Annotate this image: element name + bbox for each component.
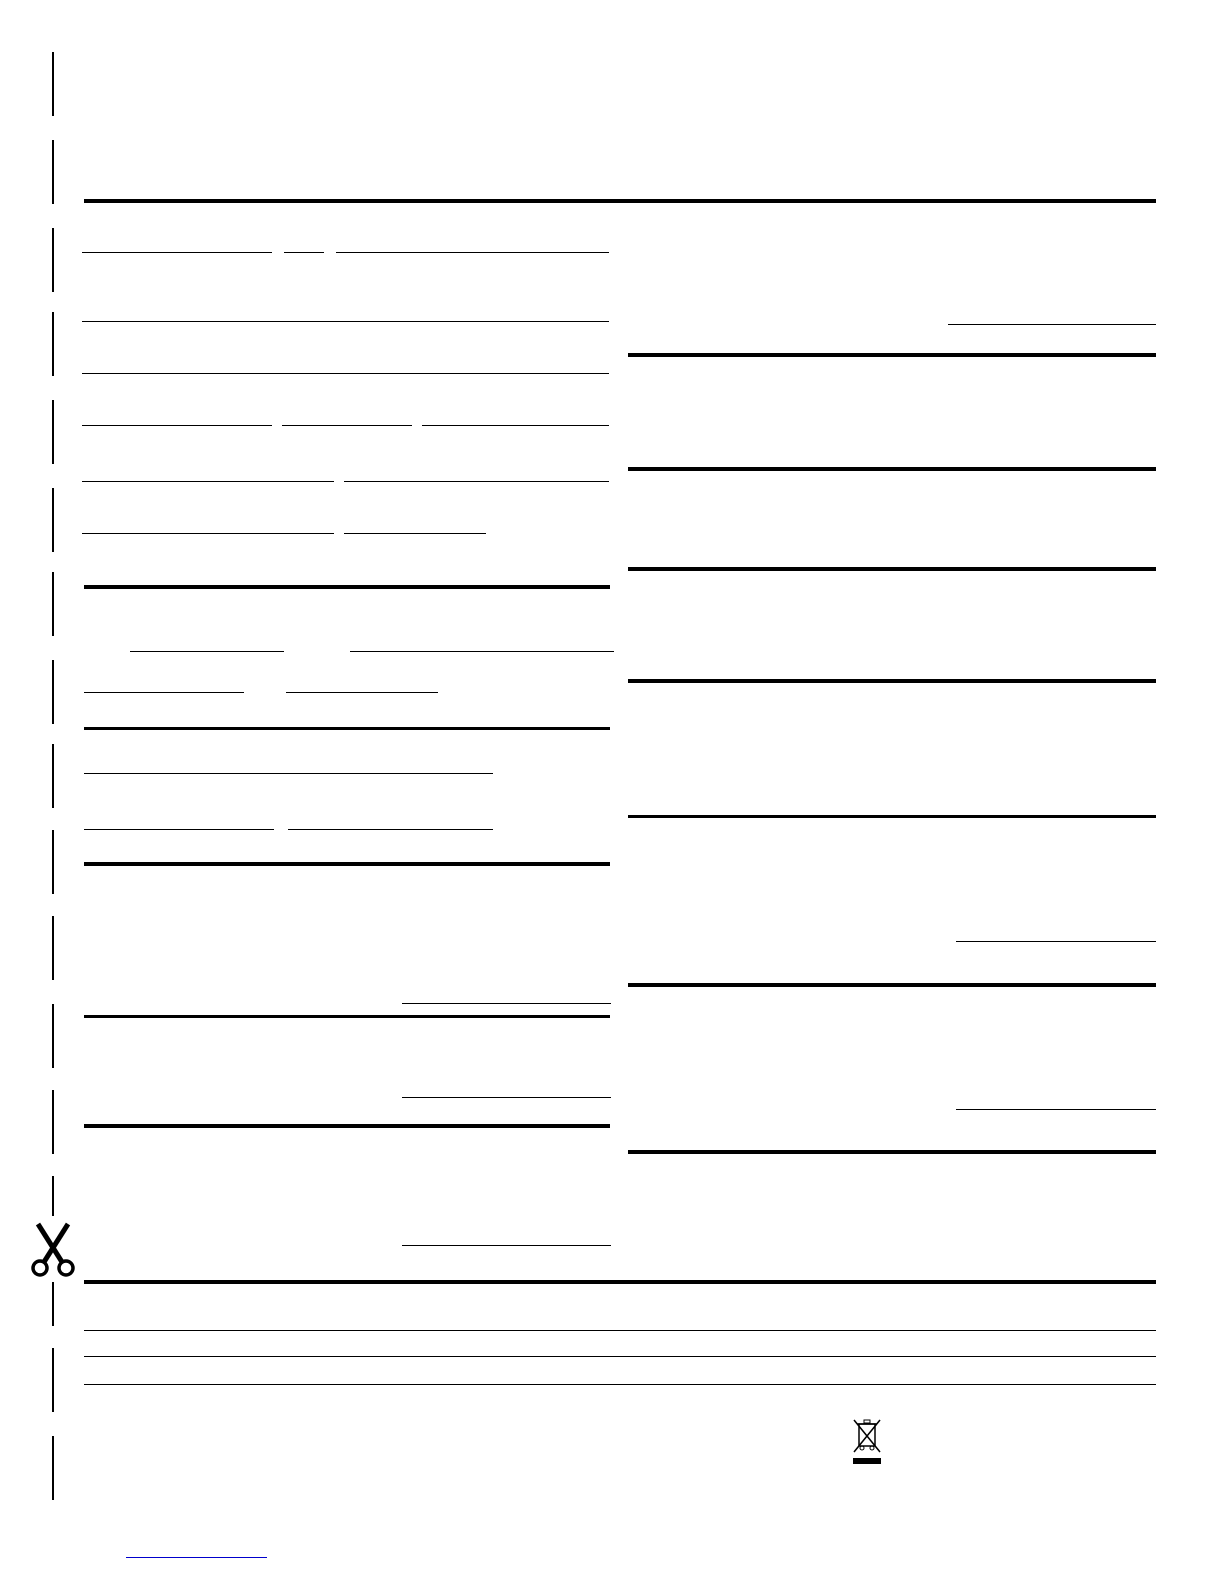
field-blank[interactable]	[956, 941, 1156, 942]
field-blank[interactable]	[956, 1109, 1156, 1110]
cut-dash	[52, 52, 54, 116]
field-blank[interactable]	[948, 324, 1156, 325]
field-blank[interactable]	[336, 252, 609, 253]
field-blank[interactable]	[422, 425, 609, 426]
cut-dash	[52, 488, 54, 552]
field-blank[interactable]	[82, 252, 272, 253]
section-rule	[628, 1150, 1156, 1154]
field-blank[interactable]	[84, 829, 274, 830]
cut-dash	[52, 1436, 54, 1500]
cut-dash	[52, 1090, 54, 1154]
field-blank[interactable]	[84, 773, 493, 774]
footer-line	[84, 1356, 1156, 1357]
field-blank[interactable]	[344, 481, 609, 482]
cut-dash	[52, 1348, 54, 1412]
cut-dash	[52, 916, 54, 980]
field-blank[interactable]	[282, 425, 412, 426]
cut-dash	[52, 744, 54, 808]
cut-dash	[52, 572, 54, 636]
field-blank[interactable]	[286, 692, 438, 693]
field-blank[interactable]	[82, 481, 334, 482]
scissors-icon	[28, 1222, 78, 1278]
field-blank[interactable]	[402, 1003, 611, 1004]
section-rule	[628, 467, 1156, 471]
field-blank[interactable]	[402, 1097, 611, 1098]
field-blank[interactable]	[82, 321, 609, 322]
cut-dash	[52, 400, 54, 464]
field-blank[interactable]	[82, 373, 609, 374]
field-blank[interactable]	[350, 651, 614, 652]
field-blank[interactable]	[288, 829, 493, 830]
header-rule	[84, 199, 1156, 203]
section-rule	[84, 862, 610, 866]
footer-line	[84, 1330, 1156, 1331]
section-rule	[628, 353, 1156, 357]
link-underline[interactable]	[126, 1557, 267, 1558]
section-rule	[628, 815, 1156, 818]
cut-dash	[52, 1176, 54, 1216]
crossed-out-wheelie-bin-icon	[850, 1418, 884, 1468]
cut-dash	[52, 140, 54, 204]
footer-rule	[84, 1280, 1156, 1284]
cut-dash	[52, 1004, 54, 1068]
field-blank[interactable]	[82, 533, 334, 534]
cut-dash	[52, 228, 54, 292]
field-blank[interactable]	[344, 533, 486, 534]
section-rule	[628, 983, 1156, 987]
footer-line	[84, 1384, 1156, 1385]
cut-dash	[52, 312, 54, 376]
field-blank[interactable]	[82, 425, 272, 426]
section-rule	[628, 567, 1156, 571]
cut-dash	[52, 660, 54, 724]
section-rule	[628, 679, 1156, 683]
section-rule	[84, 585, 610, 589]
cut-dash	[52, 830, 54, 894]
field-blank[interactable]	[284, 252, 324, 253]
field-blank[interactable]	[130, 651, 284, 652]
field-blank[interactable]	[84, 692, 244, 693]
section-rule	[84, 1015, 610, 1018]
field-blank[interactable]	[402, 1245, 611, 1246]
section-rule	[84, 1124, 610, 1128]
section-rule	[84, 727, 610, 730]
cut-dash	[52, 1282, 54, 1326]
